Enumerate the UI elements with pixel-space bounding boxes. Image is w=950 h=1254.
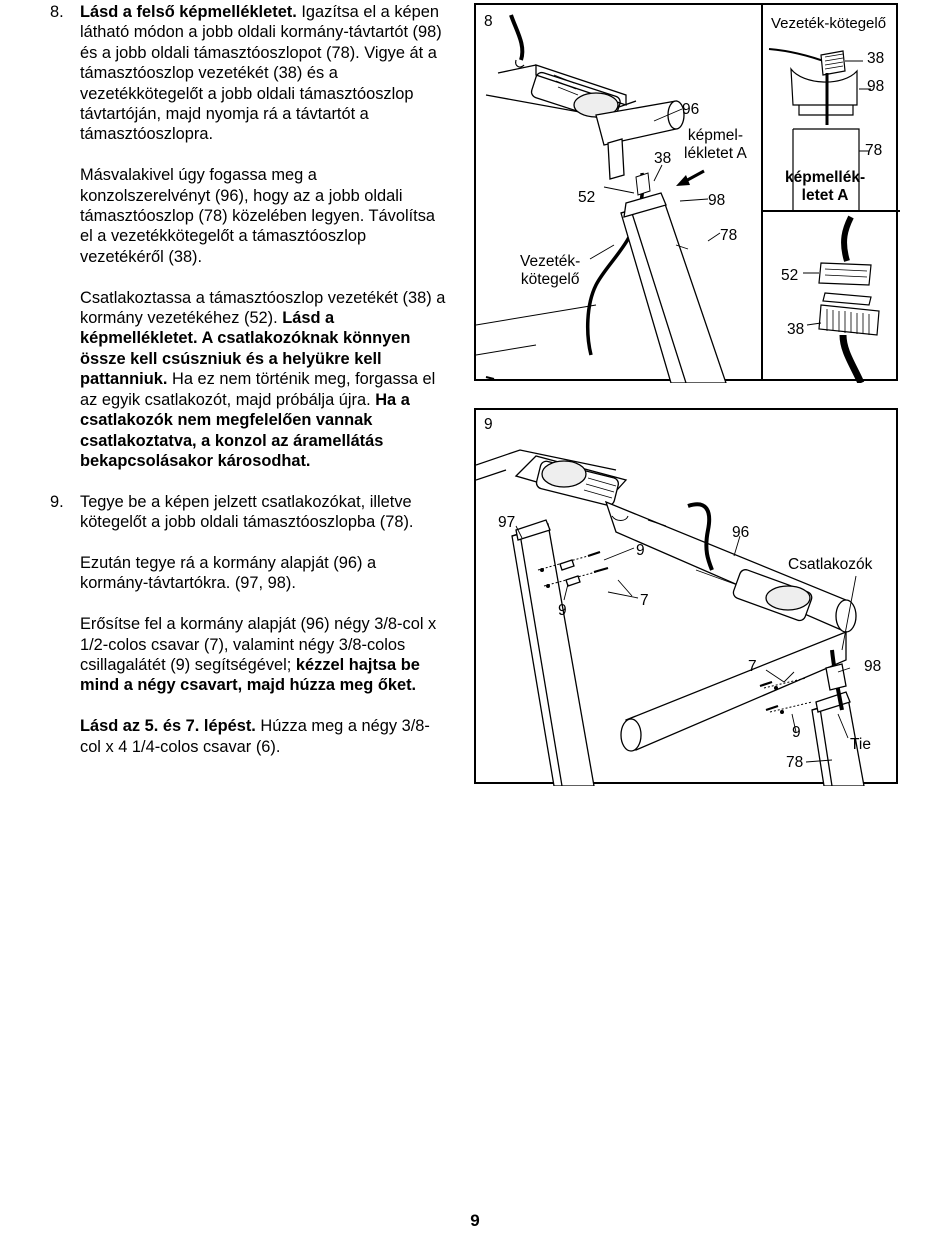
label-part-78: 78 — [865, 142, 883, 159]
step-8-paragraph-2 — [80, 165, 448, 267]
label-part-52: 52 — [578, 189, 596, 206]
label-part-7: 7 — [748, 658, 757, 675]
text-run: Ezután tegye rá a kormány alapját (96) a kormány-távtartókra. (97, 98). — [80, 553, 377, 593]
text-run: Másvalakivel úgy fogassa meg a konzolszerelvényt (96), hogy az a jobb oldali támasztóoszlop (78) közelében legyen. Távolítsa el a vezetékkötegelőt a támasztóoszlop vezetékéről (38). — [80, 166, 436, 266]
label-part-52: 52 — [781, 267, 799, 284]
step-8-paragraph-3 — [80, 288, 448, 472]
label-part-9: 9 — [636, 542, 645, 559]
console-mount-illustration — [476, 410, 900, 786]
bold-text-run: Lásd a képmellékletet. A csatlakozóknak könnyen össze kell csúszniuk és a helyükre kell pattanniuk. — [80, 309, 411, 389]
text-run: Tegye be a képen jelzett csatlakozókat, illetve kötegelőt a jobb oldali támasztóoszlopba (78). — [80, 492, 414, 532]
label-wire-tie: Vezeték- kötegelő — [520, 253, 581, 288]
bold-text-run: Ha a csatlakozók nem megfelelően vannak csatlakoztatva, a konzol az áramellátás bekapcsolásakor károsodhat. — [80, 390, 410, 470]
label-connectors: Csatlakozók — [788, 556, 873, 573]
inset-title: Vezeték-kötegelő — [771, 15, 887, 32]
text-run: Húzza meg a négy 3/8-col x 4 1/4-colos csavar (6). — [80, 717, 430, 756]
bold-text-run: Lásd az 5. és 7. lépést. — [80, 717, 256, 736]
step-number: 9. — [50, 492, 64, 511]
figure-9 — [474, 408, 898, 784]
figure-step-label: 8 — [484, 13, 493, 30]
label-part-98: 98 — [708, 192, 726, 209]
inset-image-ref: képmellék- letet A — [785, 169, 866, 204]
label-part-96: 96 — [732, 524, 750, 541]
step-8 — [48, 2, 448, 471]
label-part-38: 38 — [654, 150, 672, 167]
label-part-38: 38 — [787, 321, 805, 338]
instructions-column — [48, 2, 448, 777]
label-part-78: 78 — [720, 227, 738, 244]
figure-8-inset — [761, 3, 898, 381]
step-8-paragraph-1 — [80, 2, 448, 145]
label-part-98: 98 — [867, 78, 885, 95]
bold-text-run: kézzel hajtsa be mind a négy csavart, majd húzza meg őket. — [80, 655, 420, 695]
step-9-paragraph-4 — [80, 716, 448, 757]
label-part-78: 78 — [786, 754, 804, 771]
step-9-paragraph-1 — [80, 492, 448, 533]
label-part-97: 97 — [498, 514, 516, 531]
bold-text-run: Lásd a felső képmellékletet. — [80, 3, 297, 21]
text-run: Erősítse fel a kormány alapját (96) négy 3/8-col x 1/2-colos csavar (7), valamint négy 3/8-colos csillagalátét (9) segítségével; — [80, 615, 437, 674]
label-part-9: 9 — [792, 724, 801, 741]
step-9 — [48, 492, 448, 757]
label-part-9: 9 — [558, 602, 567, 619]
label-image-ref: képmel- lékletet A — [684, 127, 747, 162]
page-number: 9 — [470, 1211, 480, 1230]
text-run: Csatlakoztassa a támasztóoszlop vezetékét (38) a kormány vezetékéhez (52). — [80, 288, 446, 328]
figure-step-label: 9 — [484, 416, 493, 433]
label-tie: Tie — [850, 736, 871, 753]
label-part-7: 7 — [640, 592, 649, 609]
step-9-paragraph-3 — [80, 614, 448, 696]
step-number: 8. — [50, 3, 64, 21]
step-9-paragraph-2 — [80, 553, 448, 594]
figure-8-main — [474, 3, 763, 381]
text-run: Igazítsa el a képen látható módon a jobb oldali kormány-távtartót (98) és a jobb oldali támasztóoszlopot (78). Vigye át a támasztóoszlop vezetékét (38) és a vezetékkötegelőt a jobb oldali támasztóoszlop távtartóján, majd nyomja rá a távtartót a támasztóoszlopra. — [80, 3, 442, 144]
label-part-96: 96 — [682, 101, 700, 118]
label-part-98: 98 — [864, 658, 882, 675]
label-part-38: 38 — [867, 50, 885, 67]
text-run: Ha ez nem történik meg, forgassa el az egyik csatlakozót, majd próbálja újra. — [80, 370, 436, 409]
